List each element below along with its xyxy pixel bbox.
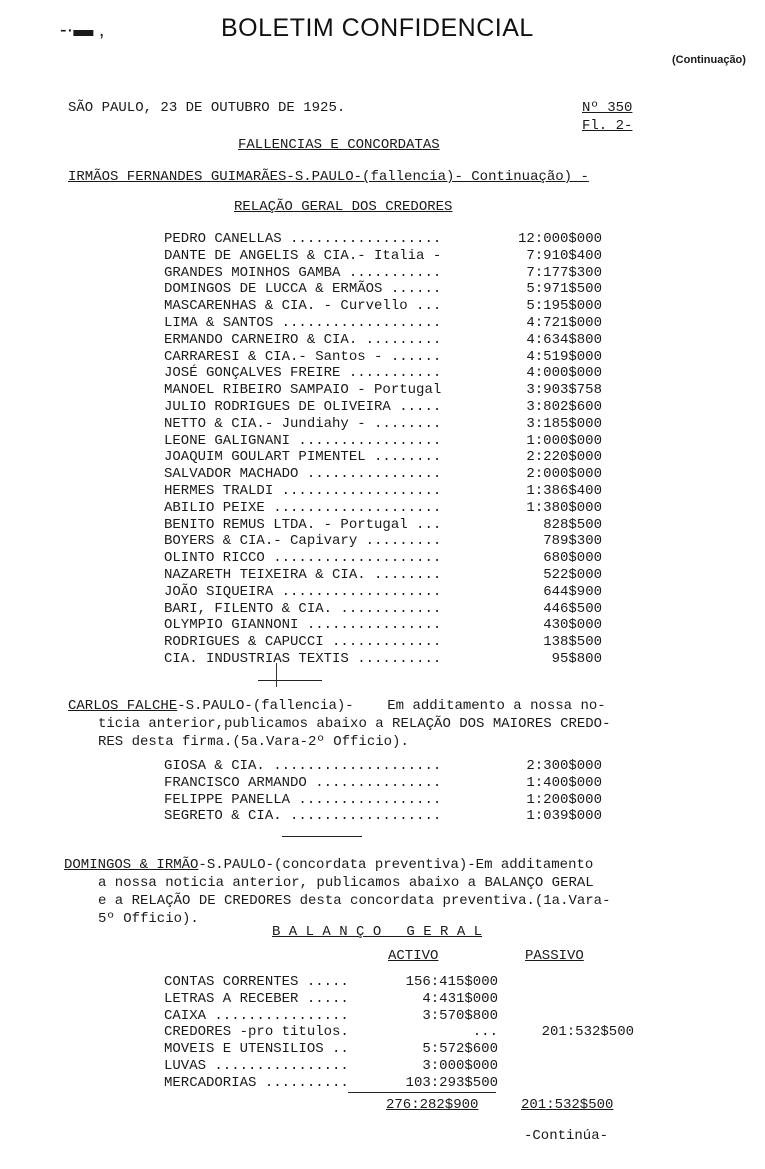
creditor-amount: 138$500 [543,634,602,651]
creditor-amount: 828$500 [543,516,602,533]
creditor-amount: 3:185$000 [526,415,602,432]
creditor-amount: 1:000$000 [526,432,602,449]
balance-row [164,1024,634,1041]
creditor-amount: 1:380$000 [526,499,602,516]
creditor-name: NAZARETH TEIXEIRA & CIA. ........ [164,566,442,583]
creditor-amount: 7:910$400 [526,247,602,264]
balance-passivo: 201:532$500 [541,1024,634,1041]
creditor-amount: 1:386$400 [526,482,602,499]
creditor-name: SALVADOR MACHADO ................ [164,466,442,483]
creditor-amount: 1:200$000 [526,791,602,808]
creditor-name: NETTO & CIA.- Jundiahy - ........ [164,415,442,432]
creditor-amount: 2:000$000 [526,466,602,483]
balance-activo: 4:431$000 [422,990,498,1007]
creditor-amount: 3:802$600 [526,398,602,415]
creditor-name: RODRIGUES & CAPUCCI ............. [164,634,442,651]
creditor-row [164,248,602,265]
divider-mark [276,663,277,687]
balance-title: B A L A N Ç O G E R A L [272,924,483,940]
place-date: SÃO PAULO, 23 DE OUTUBRO DE 1925. [68,100,346,116]
creditor-amount: 7:177$300 [526,264,602,281]
balance-activo: 103:293$500 [405,1074,498,1091]
creditor-name: CIA. INDUSTRIAS TEXTIS .......... [164,650,442,667]
creditor-row [164,567,602,584]
balance-activo: 5:572$600 [422,1041,498,1058]
creditor-amount: 5:971$500 [526,281,602,298]
total-passivo: 201:532$500 [521,1097,614,1113]
creditor-name: LEONE GALIGNANI ................. [164,432,442,449]
creditor-row [164,500,602,517]
bulletin-number: Nº 350 [582,100,633,116]
header-mark: -·▬ , [60,19,105,41]
section-title: FALLENCIAS E CONCORDATAS [238,137,440,153]
creditor-name: GIOSA & CIA. .................... [164,758,442,774]
balance-activo: ... [472,1024,498,1041]
creditor-name: JOSÉ GONÇALVES FREIRE ........... [164,365,442,382]
creditor-amount: 644$900 [543,583,602,600]
creditor-amount: 2:300$000 [526,758,602,774]
creditor-amount: 4:000$000 [526,365,602,382]
divider [282,836,362,837]
balance-table [164,974,634,1092]
case1-heading-text: IRMÃOS FERNANDES GUIMARÃES-S.PAULO-(fallencia)- Continuação) - [68,169,589,185]
creditor-name: FELIPPE PANELLA ................. [164,791,442,808]
case3-text-line-2: e a RELAÇÃO DE CREDORES desta concordata preventiva.(1a.Vara- [98,893,611,909]
creditor-amount: 522$000 [543,566,602,583]
balance-label: CREDORES -pro titulos. [164,1024,349,1041]
creditor-row [164,315,602,332]
balance-label: CAIXA ................ [164,1007,349,1024]
balance-label: LETRAS A RECEBER ..... [164,990,349,1007]
creditor-row [164,399,602,416]
case3-firm: DOMINGOS & IRMÃO [64,857,199,873]
balance-row [164,1058,634,1075]
case3-text-line-3: 5º Officio). [98,911,199,927]
creditor-row [164,792,602,809]
creditor-row [164,533,602,550]
creditor-name: JOAQUIM GOULART PIMENTEL ........ [164,449,442,466]
creditor-amount: 446$500 [543,600,602,617]
creditor-row [164,466,602,483]
case1-creditors-list [164,231,602,668]
creditor-name: BENITO REMUS LTDA. - Portugal ... [164,516,442,533]
case2-text-line-1: ticia anterior,publicamos abaixo a RELAÇÃO DOS MAIORES CREDO- [98,716,611,732]
creditor-row [164,298,602,315]
case1-heading [68,169,589,185]
creditor-row [164,281,602,298]
balance-activo: 3:570$800 [422,1007,498,1024]
creditor-row [164,449,602,466]
creditor-row [164,584,602,601]
continuation-tag: (Continuação) [672,54,746,66]
balance-label: MOVEIS E UTENSILIOS .. [164,1041,349,1058]
creditor-amount: 430$000 [543,617,602,634]
creditor-amount: 4:519$000 [526,348,602,365]
creditor-row [164,416,602,433]
creditor-name: LIMA & SANTOS ................... [164,314,442,331]
creditor-row [164,517,602,534]
col-passivo-header: PASSIVO [525,948,584,964]
case2-creditors-list [164,758,602,825]
case3-text-line-1: a nossa noticia anterior, publicamos abaixo a BALANÇO GERAL [98,875,594,891]
balance-activo: 156:415$000 [405,974,498,990]
creditor-amount: 3:903$758 [526,382,602,399]
creditor-row [164,617,602,634]
creditor-row [164,433,602,450]
creditor-amount: 680$000 [543,550,602,567]
activo-sum-line [348,1092,496,1093]
creditor-name: DANTE DE ANGELIS & CIA.- Italia - [164,247,442,264]
creditor-amount: 1:039$000 [526,808,602,825]
page-title: BOLETIM CONFIDENCIAL [221,14,534,42]
page-number: Fl. 2- [582,118,633,134]
continues-note: -Continúa- [524,1128,609,1144]
creditor-name: FRANCISCO ARMANDO ............... [164,774,442,791]
creditor-name: MANOEL RIBEIRO SAMPAIO - Portugal [164,382,442,399]
creditor-name: ABILIO PEIXE .................... [164,499,442,516]
case3-heading [64,857,593,873]
creditor-name: OLINTO RICCO .................... [164,550,442,567]
creditor-name: OLYMPIO GIANNONI ................ [164,617,442,634]
creditor-name: ERMANDO CARNEIRO & CIA. ......... [164,331,442,348]
case3-heading-rest: -S.PAULO-(concordata preventiva)-Em additamento [198,857,594,873]
balance-row [164,1041,634,1058]
creditor-amount: 5:195$000 [526,298,602,315]
creditor-name: JULIO RODRIGUES DE OLIVEIRA ..... [164,398,442,415]
creditor-amount: 1:400$000 [526,774,602,791]
creditor-name: SEGRETO & CIA. .................. [164,808,442,825]
balance-row [164,974,634,991]
creditor-name: CARRARESI & CIA.- Santos - ...... [164,348,442,365]
total-activo: 276:282$900 [386,1097,479,1113]
creditor-name: MASCARENHAS & CIA. - Curvello ... [164,298,442,315]
creditor-name: DOMINGOS DE LUCCA & ERMÃOS ...... [164,281,442,298]
case2-heading [68,698,606,714]
creditor-row [164,651,602,668]
creditor-amount: 2:220$000 [526,449,602,466]
divider [258,680,322,681]
creditor-amount: 4:634$800 [526,331,602,348]
balance-row [164,1075,634,1092]
creditor-name: JOÃO SIQUEIRA ................... [164,583,442,600]
creditor-row [164,550,602,567]
creditor-row [164,775,602,792]
case2-text-line-2: RES desta firma.(5a.Vara-2º Officio). [98,734,409,750]
balance-label: MERCADORIAS .......... [164,1074,349,1091]
creditor-amount: 95$800 [551,650,602,667]
creditor-name: GRANDES MOINHOS GAMBA ........... [164,264,442,281]
creditor-row [164,382,602,399]
creditor-amount: 4:721$000 [526,314,602,331]
creditor-row [164,758,602,775]
creditor-row [164,265,602,282]
case2-firm: CARLOS FALCHE [68,698,178,714]
creditor-row [164,349,602,366]
creditor-row [164,231,602,248]
creditor-row [164,483,602,500]
case2-heading-rest: -S.PAULO-(fallencia)- Em additamento a nossa no- [177,698,606,714]
creditor-amount: 789$300 [543,533,602,550]
balance-row [164,991,634,1008]
creditor-row [164,365,602,382]
creditor-row [164,808,602,825]
col-activo-header: ACTIVO [388,948,439,964]
creditor-name: BARI, FILENTO & CIA. ............ [164,600,442,617]
balance-label: CONTAS CORRENTES ..... [164,974,349,990]
creditor-name: BOYERS & CIA.- Capivary ......... [164,533,442,550]
creditor-amount: 12:000$000 [517,231,602,247]
creditor-row [164,332,602,349]
case1-list-title: RELAÇÃO GERAL DOS CREDORES [234,199,453,215]
balance-row [164,1008,634,1025]
balance-label: LUVAS ................ [164,1057,349,1074]
creditor-name: HERMES TRALDI ................... [164,482,442,499]
creditor-name: PEDRO CANELLAS .................. [164,231,442,247]
creditor-row [164,634,602,651]
balance-activo: 3:000$000 [422,1057,498,1074]
creditor-row [164,601,602,618]
